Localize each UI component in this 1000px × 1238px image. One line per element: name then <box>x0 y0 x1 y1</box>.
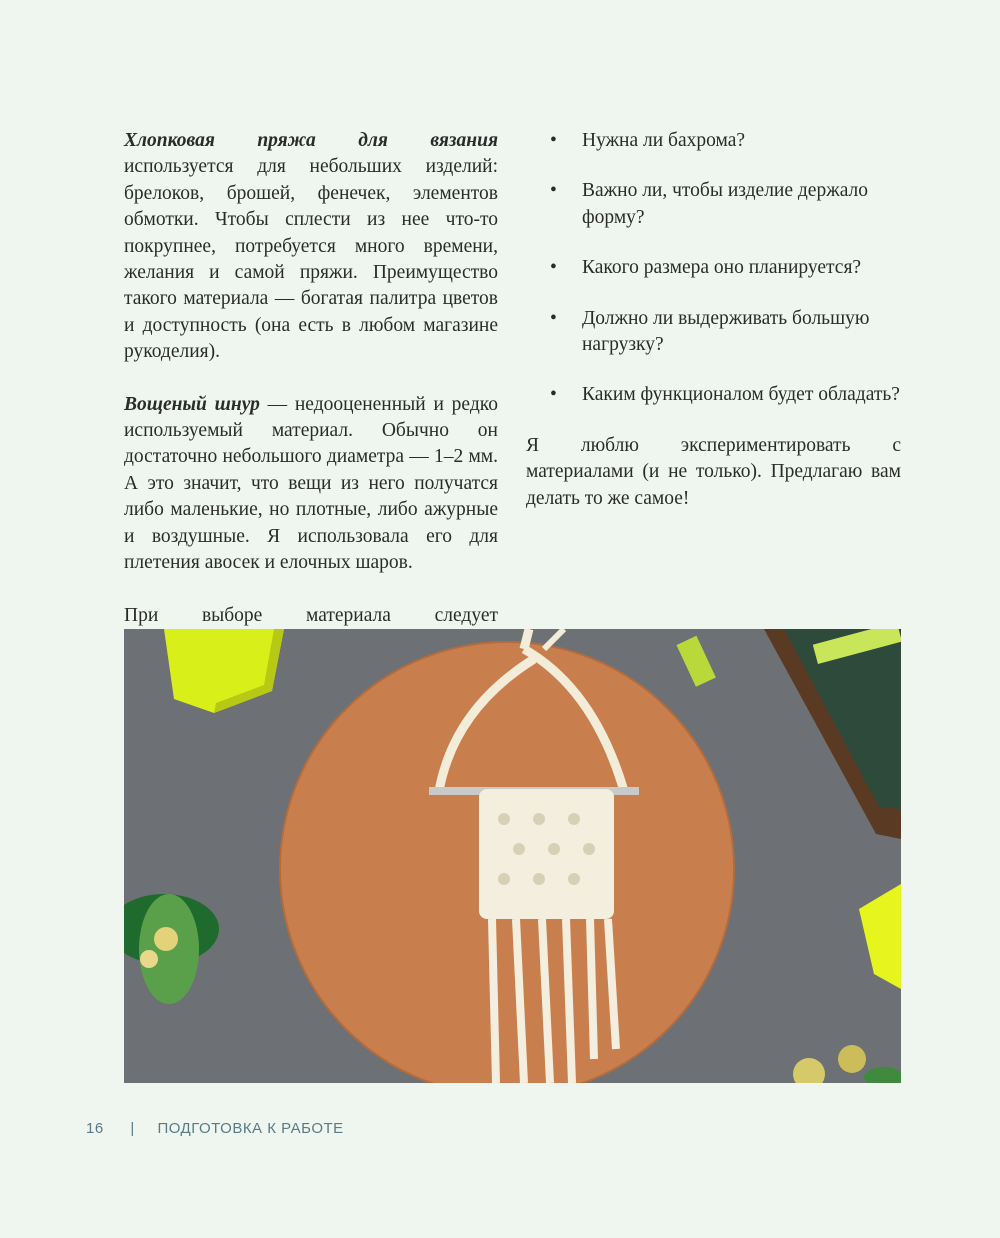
page-number: 16 <box>86 1120 104 1137</box>
list-item: • Важно ли, чтобы изделие держало форму? <box>526 178 901 231</box>
section-title: ПОДГОТОВКА К РАБОТЕ <box>157 1120 344 1137</box>
text-waxed-cord: — недооцененный и редко используемый материал. Обычно он достаточно небольшого диаметра — 1–2 мм. А это значит, что вещи из него получатся либо маленькие, но плотные, либо ажурные и воздушные. Я использовала его для плетения авосек и елочных шаров. <box>124 393 498 574</box>
closing-paragraph: Я люблю экспериментировать с материалами (и не только). Предлагаю вам делать то же самое! <box>526 434 901 509</box>
paragraph-choosing-material: При выборе материала следует <box>124 604 498 626</box>
text-cotton-yarn: используется для небольших изделий: брелоков, брошей, фенечек, элементов обмотки. Чтобы сплести из нее что-то покрупнее, потребуется много времени, желания и самой пряжи. Преимущество такого материала — богатая палитра цветов и доступность (она есть в любом магазине рукоделия). <box>124 156 498 363</box>
macrame-photo <box>124 629 901 1083</box>
left-column <box>124 128 498 708</box>
right-column <box>526 128 901 512</box>
list-item: • Какого размера оно планируется? <box>526 255 901 281</box>
page-footer <box>86 1120 344 1137</box>
list-item: • Нужна ли бахрома? <box>526 128 901 154</box>
term-cotton-yarn: Хлопковая пряжа для вязания <box>124 130 498 151</box>
list-item: • Каким функционалом будет обладать? <box>526 382 901 408</box>
term-waxed-cord: Вощеный шнур <box>124 393 260 415</box>
paragraph-cotton-yarn <box>124 128 498 366</box>
list-item: • Должно ли выдерживать большую нагрузку? <box>526 306 901 359</box>
footer-separator: | <box>130 1120 135 1137</box>
question-list <box>526 128 901 409</box>
paragraph-waxed-cord <box>124 392 498 577</box>
